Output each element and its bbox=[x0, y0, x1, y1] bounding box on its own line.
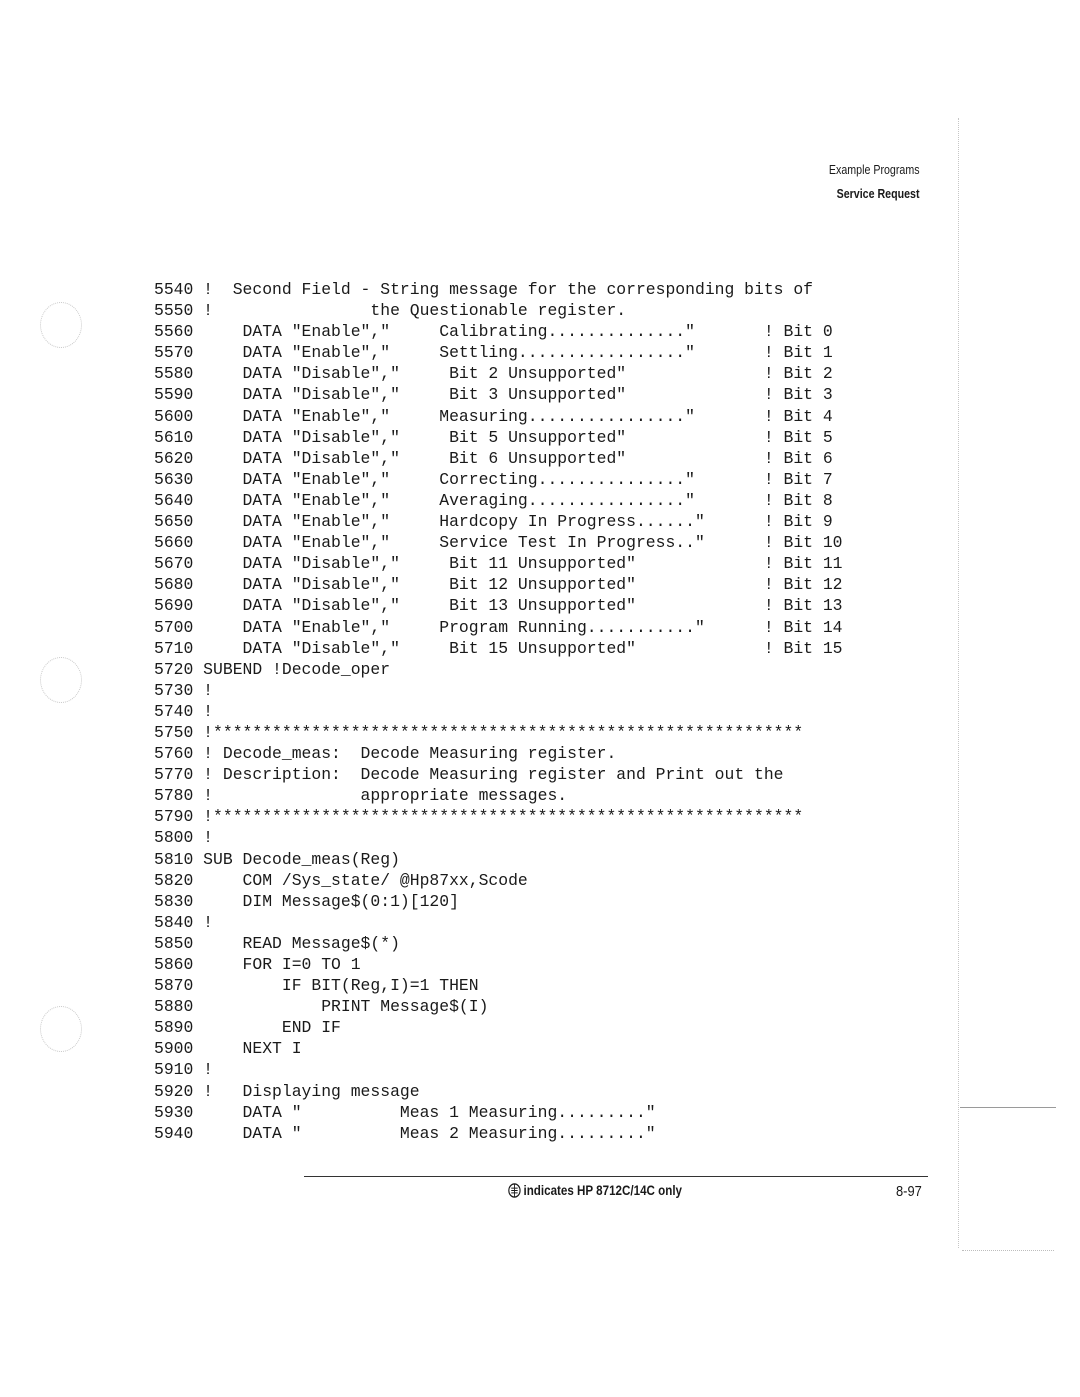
code-line: 5890 END IF bbox=[154, 1018, 341, 1038]
code-line: 5760 ! Decode_meas: Decode Measuring register. bbox=[154, 744, 617, 764]
page-number: 8-97 bbox=[896, 1183, 922, 1200]
code-line: 5800 ! bbox=[154, 828, 214, 848]
code-line: 5930 DATA " Meas 1 Measuring........." bbox=[154, 1102, 656, 1122]
code-line: 5780 ! appropriate messages. bbox=[154, 786, 568, 806]
code-line: 5730 ! bbox=[154, 680, 214, 700]
code-line: 5590 DATA "Disable"," Bit 3 Unsupported" ! Bit 3 bbox=[154, 385, 833, 405]
hp-model-symbol-icon bbox=[508, 1183, 521, 1201]
program-listing bbox=[154, 279, 914, 1144]
code-line: 5920 ! Displaying message bbox=[154, 1081, 420, 1101]
code-line: 5720 SUBEND !Decode_oper bbox=[154, 659, 391, 679]
code-line: 5620 DATA "Disable"," Bit 6 Unsupported" ! Bit 6 bbox=[154, 448, 833, 468]
running-header bbox=[829, 158, 920, 206]
code-line: 5910 ! bbox=[154, 1060, 214, 1080]
code-line: 5690 DATA "Disable"," Bit 13 Unsupported" ! Bit 13 bbox=[154, 596, 843, 616]
code-line: 5770 ! Description: Decode Measuring register and Print out the bbox=[154, 765, 784, 785]
footer-note-text: indicates HP 8712C/14C only bbox=[523, 1183, 683, 1198]
code-line: 5880 PRINT Message$(I) bbox=[154, 997, 489, 1017]
binder-hole-middle bbox=[40, 657, 82, 703]
code-line: 5790 !************************************************************ bbox=[154, 807, 804, 827]
code-line: 5540 ! Second Field - String message for the corresponding bits of bbox=[154, 280, 814, 299]
code-line: 5940 DATA " Meas 2 Measuring........." bbox=[154, 1123, 656, 1143]
header-subsection-title: Service Request bbox=[837, 186, 920, 201]
code-line: 5740 ! bbox=[154, 701, 214, 721]
footer-note bbox=[508, 1183, 682, 1201]
code-line: 5630 DATA "Enable"," Correcting..............." ! Bit 7 bbox=[154, 469, 833, 489]
binder-hole-bottom bbox=[40, 1006, 82, 1052]
code-line: 5670 DATA "Disable"," Bit 11 Unsupported" ! Bit 11 bbox=[154, 554, 843, 574]
binder-hole-top bbox=[40, 302, 82, 348]
code-line: 5550 ! the Questionable register. bbox=[154, 301, 627, 321]
code-line: 5840 ! bbox=[154, 912, 214, 932]
code-line: 5700 DATA "Enable"," Program Running..........." ! Bit 14 bbox=[154, 617, 843, 637]
code-line: 5750 !************************************************************ bbox=[154, 722, 804, 742]
code-line: 5650 DATA "Enable"," Hardcopy In Progress......" ! Bit 9 bbox=[154, 512, 833, 532]
code-line: 5900 NEXT I bbox=[154, 1039, 302, 1059]
header-section-title: Example Programs bbox=[829, 162, 920, 177]
code-line: 5560 DATA "Enable"," Calibrating.............." ! Bit 0 bbox=[154, 322, 833, 342]
footer-rule bbox=[304, 1176, 928, 1177]
code-line: 5640 DATA "Enable"," Averaging................" ! Bit 8 bbox=[154, 490, 833, 510]
code-line: 5860 FOR I=0 TO 1 bbox=[154, 955, 361, 974]
code-line: 5680 DATA "Disable"," Bit 12 Unsupported" ! Bit 12 bbox=[154, 575, 843, 595]
code-line: 5820 COM /Sys_state/ @Hp87xx,Scode bbox=[154, 870, 528, 890]
code-line: 5570 DATA "Enable"," Settling................." ! Bit 1 bbox=[154, 343, 833, 363]
tab-dotted-line bbox=[962, 1250, 1054, 1252]
code-line: 5830 DIM Message$(0:1)[120] bbox=[154, 891, 459, 911]
page-edge-dotted-line bbox=[958, 118, 960, 1248]
code-line: 5660 DATA "Enable"," Service Test In Progress.." ! Bit 10 bbox=[154, 533, 843, 553]
code-line: 5580 DATA "Disable"," Bit 2 Unsupported" ! Bit 2 bbox=[154, 364, 833, 384]
tab-rule-line bbox=[960, 1107, 1056, 1108]
code-line: 5870 IF BIT(Reg,I)=1 THEN bbox=[154, 976, 479, 996]
code-line: 5810 SUB Decode_meas(Reg) bbox=[154, 849, 400, 869]
code-line: 5710 DATA "Disable"," Bit 15 Unsupported" ! Bit 15 bbox=[154, 638, 843, 658]
code-line: 5610 DATA "Disable"," Bit 5 Unsupported" ! Bit 5 bbox=[154, 427, 833, 447]
code-line: 5850 READ Message$(*) bbox=[154, 933, 400, 953]
code-line: 5600 DATA "Enable"," Measuring................" ! Bit 4 bbox=[154, 406, 833, 426]
